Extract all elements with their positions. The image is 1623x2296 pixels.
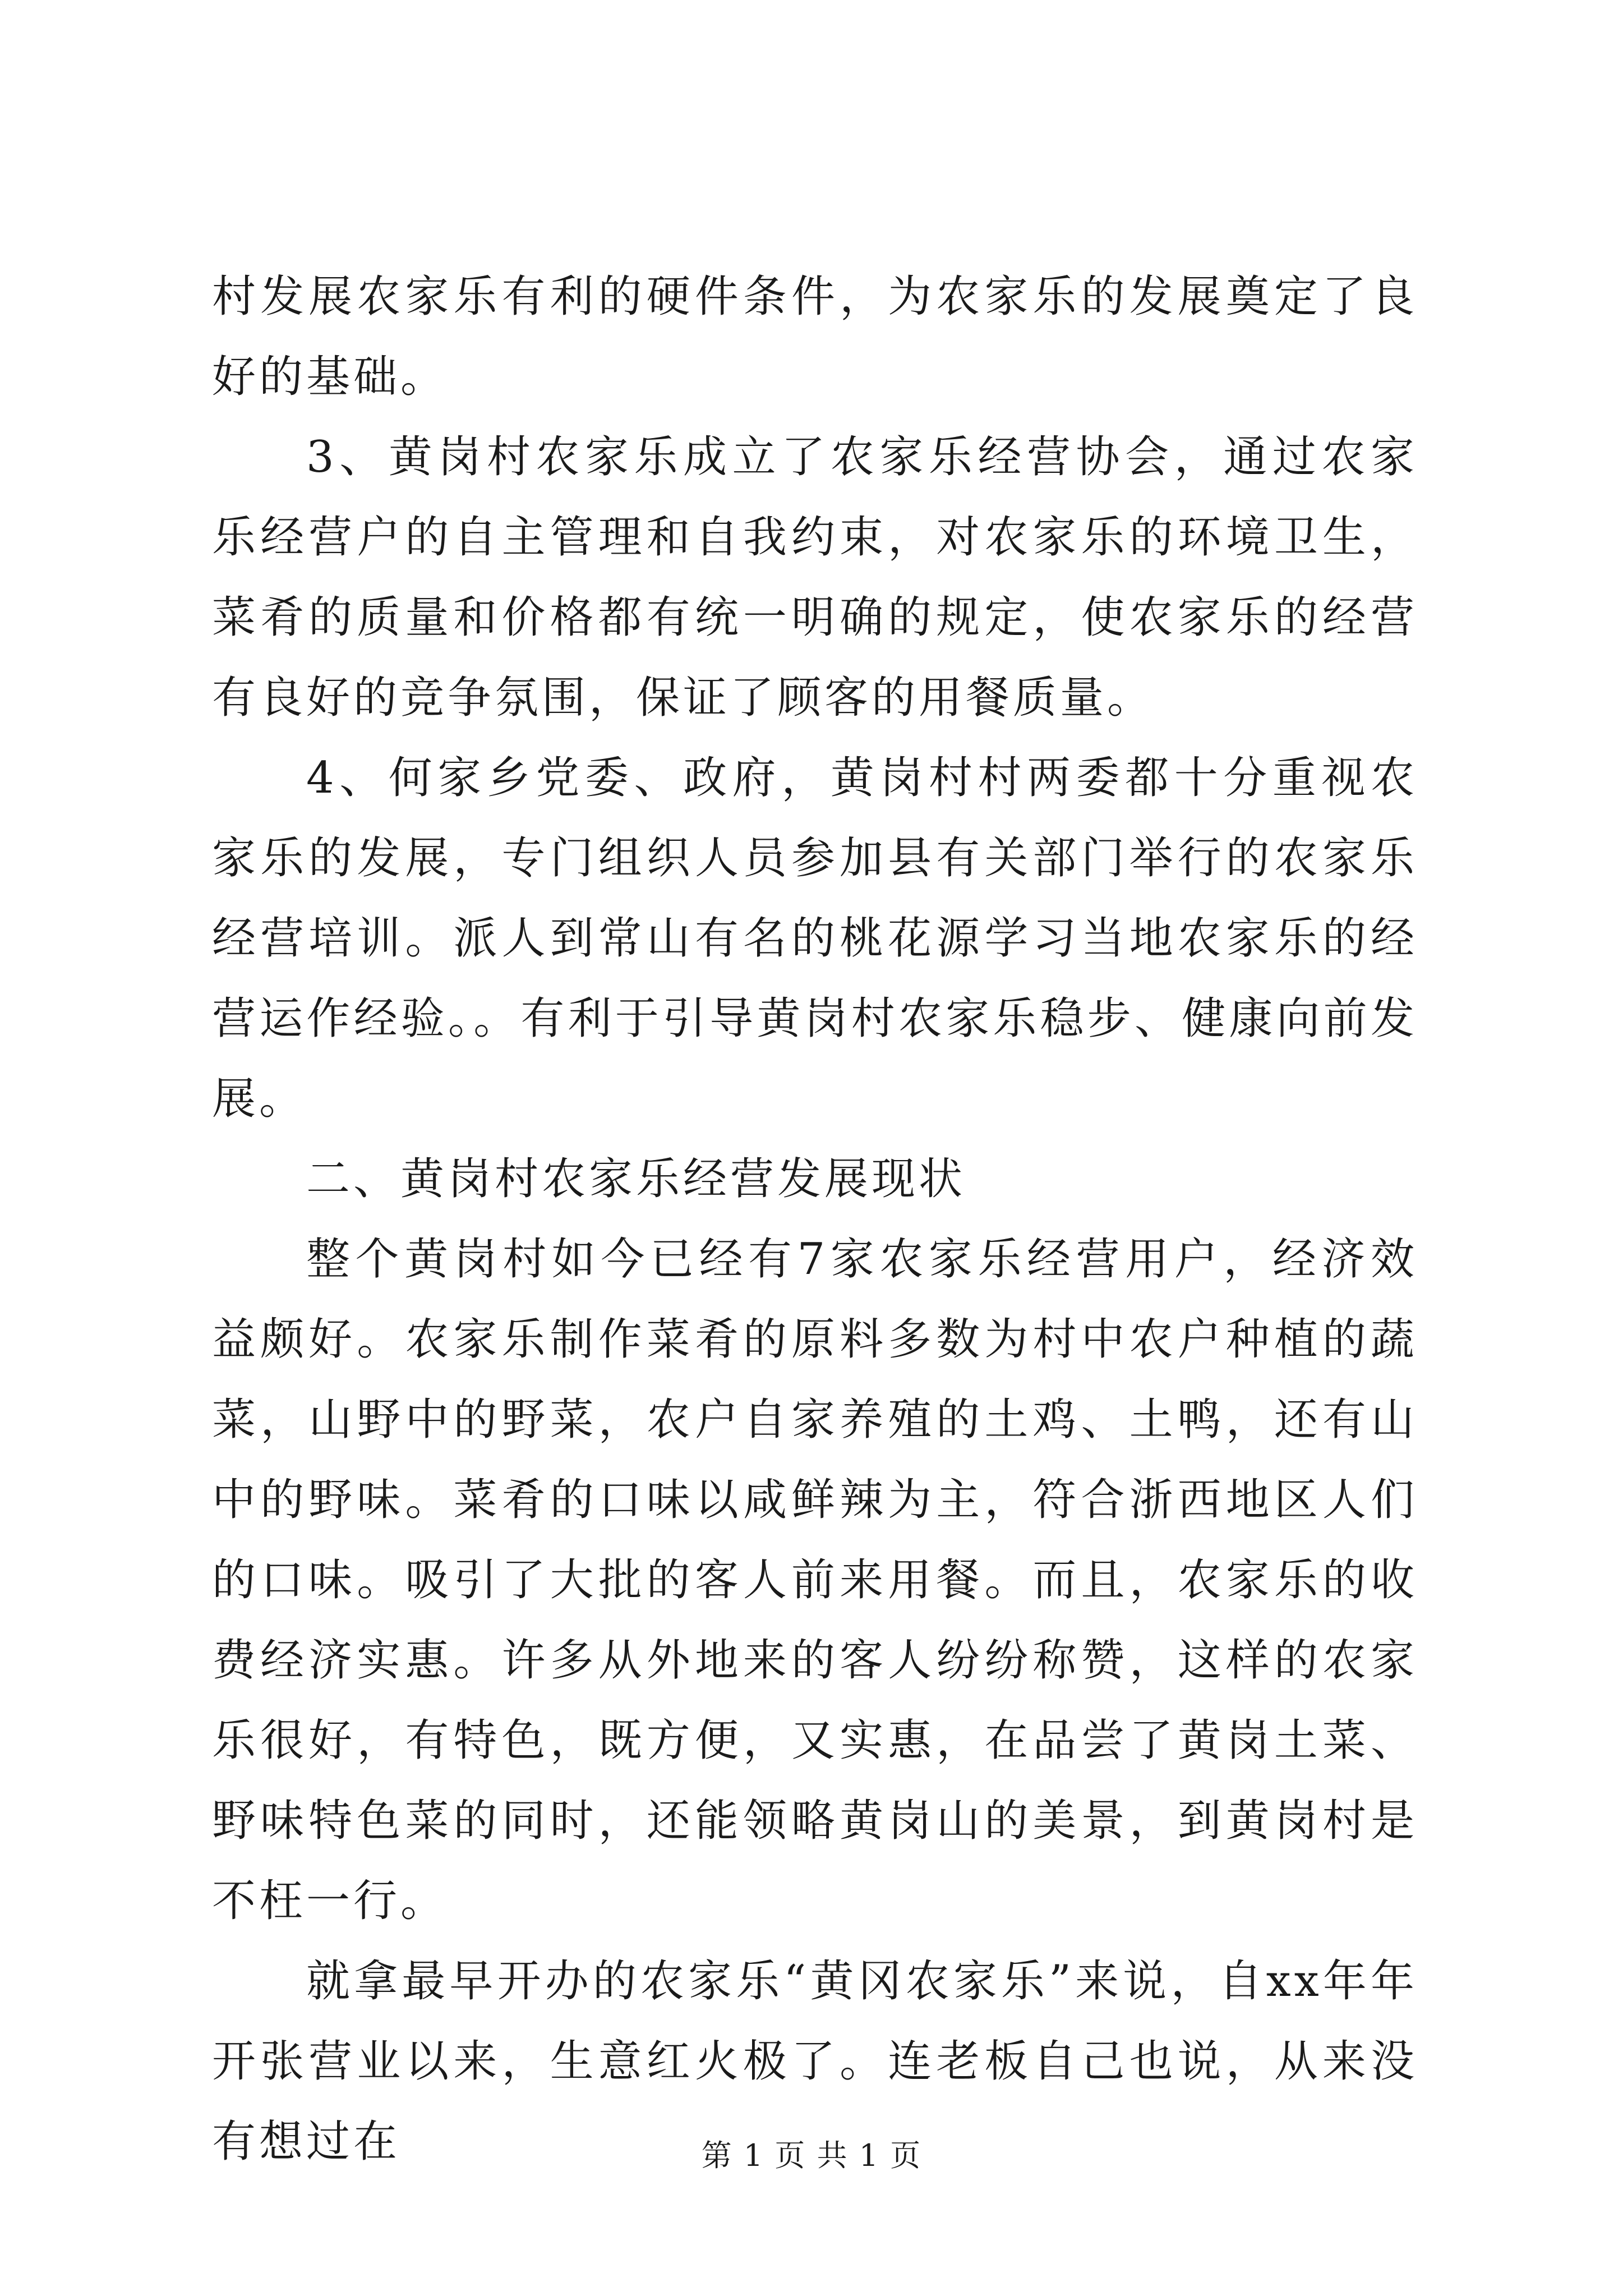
paragraph-continued: 村发展农家乐有利的硬件条件，为农家乐的发展奠定了良好的基础。 [212, 272, 1418, 402]
paragraph-item-3: 3、黄岗村农家乐成立了农家乐经营协会，通过农家乐经营户的自主管理和自我约束，对农家乐的环境卫生，菜肴的质量和价格都有统一明确的规定，使农家乐的经营有良好的竞争氛围，保证了顾客的用餐质量。 [212, 432, 1418, 723]
paragraph-status: 整个黄岗村如今已经有7家农家乐经营用户，经济效益颇好。农家乐制作菜肴的原料多数为村中农户种植的蔬菜，山野中的野菜，农户自家养殖的土鸡、土鸭，还有山中的野味。菜肴的口味以咸鲜辣为主，符合浙西地区人们的口味。吸引了大批的客人前来用餐。而且，农家乐的收费经济实惠。许多从外地来的客人纷纷称赞，这样的农家乐很好，有特色，既方便，又实惠，在品尝了黄岗土菜、野味特色菜的同时，还能领略黄岗山的美景，到黄岗村是不枉一行。 [212, 1234, 1418, 1926]
document-body [212, 257, 1418, 2182]
paragraph-earliest: 就拿最早开办的农家乐“黄冈农家乐”来说，自xx年年开张营业以来，生意红火极了。连老板自己也说，从来没有想过在 [212, 1956, 1418, 2167]
section-heading-2: 二、黄岗村农家乐经营发展现状 [306, 1154, 966, 1204]
page-footer: 第 1 页 共 1 页 [701, 2138, 922, 2173]
paragraph-item-4: 4、何家乡党委、政府，黄岗村村两委都十分重视农家乐的发展，专门组织人员参加县有关部门举行的农家乐经营培训。派人到常山有名的桃花源学习当地农家乐的经营运作经验。。有利于引导黄岗村农家乐稳步、健康向前发展。 [212, 753, 1418, 1124]
